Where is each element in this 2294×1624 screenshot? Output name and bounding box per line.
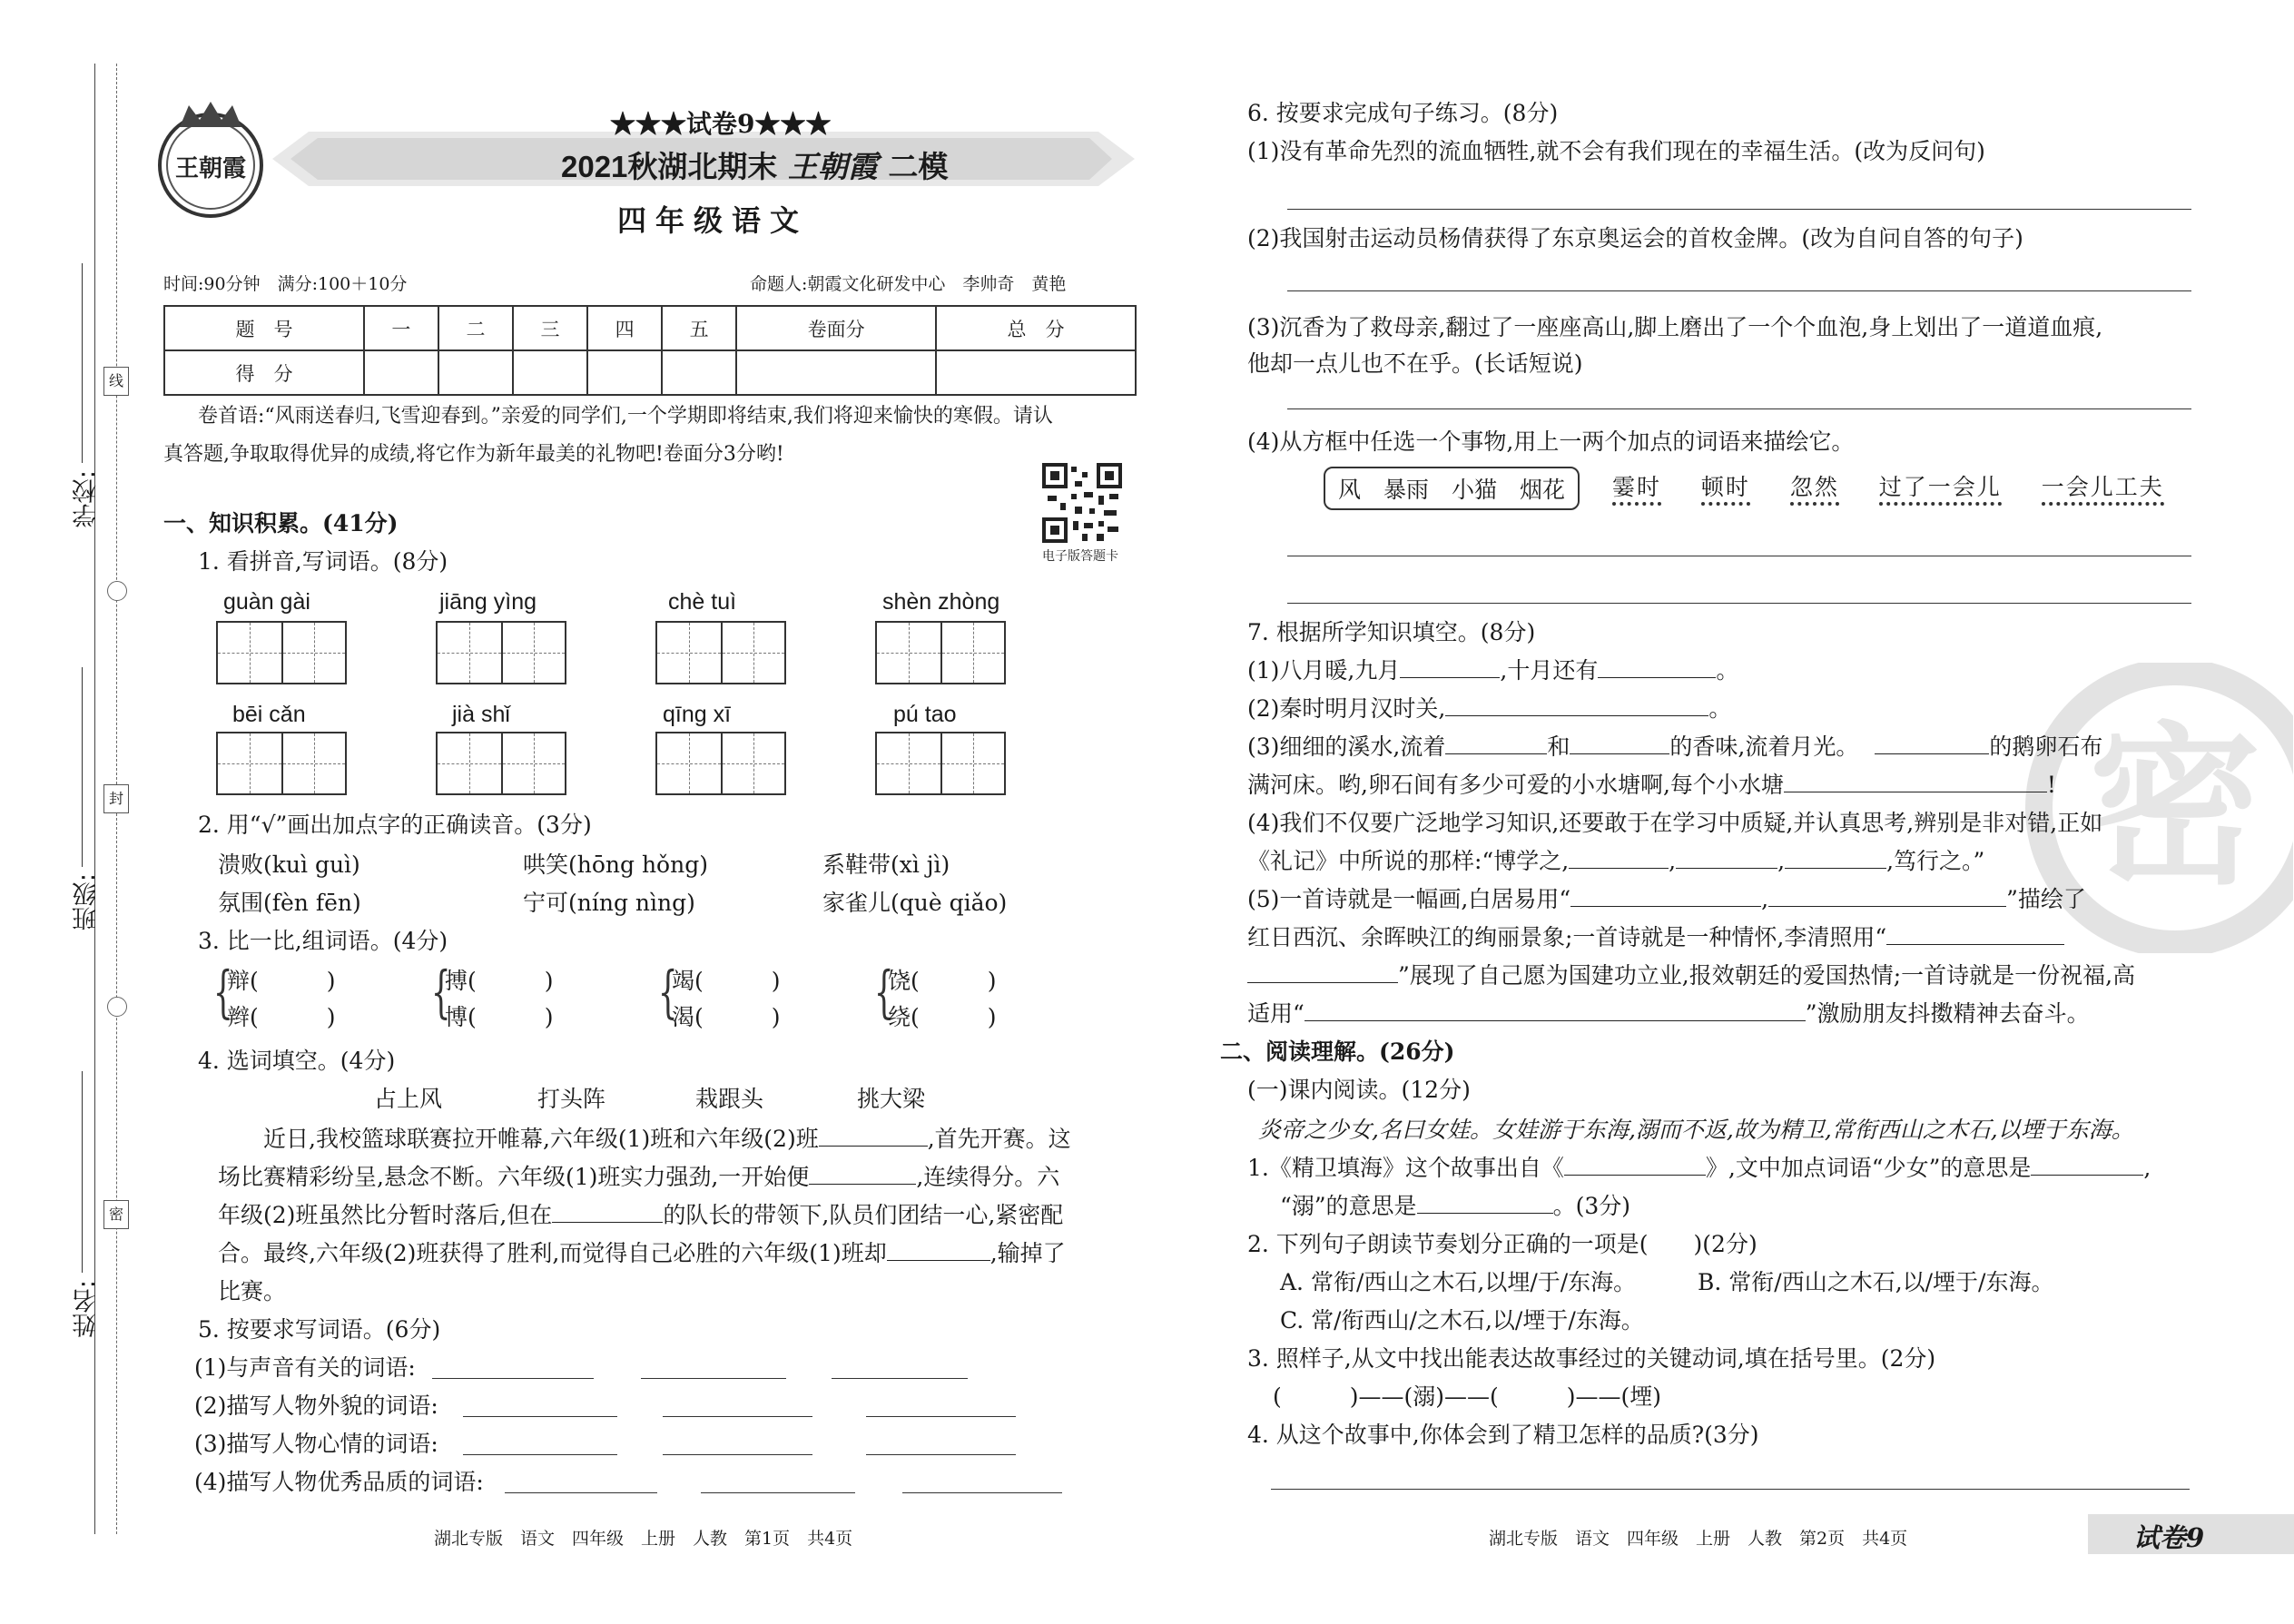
q7-text: 的香味,流着月光。 (1669, 733, 1859, 760)
name-label: 姓名: (73, 1280, 101, 1338)
brace-icon: { (873, 959, 894, 1025)
q4-text: 合。最终,六年级(2)班获得了胜利,而觉得自己必胜的六年级(1)班却 (218, 1240, 887, 1266)
answer-line[interactable] (866, 1416, 1016, 1417)
q4-passage-line: 比赛。 (218, 1278, 287, 1304)
q7-title: 7. 根据所学知识填空。(8分) (1247, 619, 1536, 645)
score-cell: 一 (364, 306, 438, 350)
q7-blank[interactable] (1445, 733, 1547, 754)
answer-line[interactable] (832, 1378, 968, 1379)
score-cell: 二 (438, 306, 513, 350)
s2-q2-option-b[interactable]: B. 常衔/西山之木石,以/堙于/东海。 (1698, 1269, 2054, 1295)
svg-text:王朝霞: 王朝霞 (174, 155, 247, 182)
s2-text: 。(3分) (1552, 1193, 1630, 1219)
answer-line[interactable] (1287, 209, 2191, 210)
score-table-header-row (164, 306, 1136, 350)
q7-blank[interactable] (1598, 657, 1716, 678)
q7-text: ”展现了自己愿为国建功立业,报效朝廷的爱国热情;一首诗就是一份祝福,高 (1398, 962, 2136, 989)
q7-line (1247, 655, 1738, 686)
q3-item[interactable]: 博( ) (445, 1004, 554, 1030)
q7-blank[interactable] (1875, 733, 1989, 754)
q7-text: 。 (1716, 657, 1739, 684)
q7-blank[interactable] (1400, 657, 1500, 678)
exam-title-main: 2021秋湖北期末 (561, 150, 778, 183)
q7-text: , (1761, 886, 1769, 912)
answer-line[interactable] (1287, 290, 2191, 291)
q2-title: 2. 用“√”画出加点字的正确读音。(3分) (198, 812, 592, 838)
answer-line[interactable] (1271, 1489, 2190, 1490)
q7-text: ,十月还有 (1500, 657, 1599, 684)
q4-option: 挑大梁 (857, 1086, 926, 1112)
answer-line[interactable] (866, 1454, 1016, 1455)
q7-blank[interactable] (1305, 1000, 1550, 1021)
q2-item[interactable]: 宁可(níng nìng) (523, 890, 695, 916)
score-cell: 题 号 (164, 306, 364, 350)
q5-item-label: (2)描写人物外貌的词语: (194, 1393, 438, 1419)
answer-line[interactable] (1287, 603, 2191, 604)
authors: 命题人:朝霞文化研发中心 李帅奇 黄艳 (750, 274, 1067, 294)
q7-text: ! (2046, 772, 2056, 798)
q2-item[interactable]: 家雀儿(què qiǎo) (822, 890, 1008, 916)
answer-line[interactable] (663, 1416, 812, 1417)
answer-line[interactable] (641, 1378, 786, 1379)
q4-blank[interactable] (552, 1202, 663, 1223)
dotted-word: 顿时 (1701, 474, 1750, 506)
qr-code-icon[interactable] (1042, 463, 1122, 543)
q3-item[interactable]: 搏( ) (445, 968, 554, 994)
q3-item[interactable]: 竭( ) (672, 968, 781, 994)
score-cell: 总 分 (936, 306, 1136, 350)
q7-line (1247, 694, 1731, 724)
q7-text: (3)细细的溪水,流着 (1247, 733, 1446, 760)
q7-line (1247, 999, 2090, 1029)
score-table-score-row (164, 350, 1136, 395)
q3-item[interactable]: 饶( ) (888, 968, 997, 994)
footer-right: 湖北专版 语文 四年级 上册 人教 第2页 共4页 (1489, 1529, 1908, 1549)
s2-blank[interactable] (1564, 1155, 1706, 1176)
cut-circle-icon (107, 581, 127, 601)
q4-option: 占上风 (374, 1086, 443, 1112)
answer-line[interactable] (663, 1454, 812, 1455)
q3-item[interactable]: 渴( ) (672, 1004, 781, 1030)
qr-caption: 电子版答题卡 (1042, 549, 1118, 564)
dotted-word: 过了一会儿 (1879, 474, 2002, 506)
q7-line (1247, 846, 1984, 877)
q4-blank[interactable] (809, 1164, 916, 1185)
answer-line[interactable] (1287, 408, 2191, 409)
q7-blank[interactable] (1445, 695, 1708, 716)
score-cell: 三 (513, 306, 587, 350)
q1-title: 1. 看拼音,写词语。(8分) (198, 548, 448, 575)
q7-line (1247, 922, 2064, 953)
q7-blank[interactable] (1785, 848, 1886, 869)
section1-title: 一、知识积累。(41分) (163, 510, 399, 536)
intro-line-2: 真答题,争取取得优异的成绩,将它作为新年最美的礼物吧!卷面分3分哟! (163, 443, 784, 466)
q4-text: 的队长的带领下,队员们团结一心,紧密配 (663, 1202, 1064, 1228)
q3-item[interactable]: 绕( ) (888, 1004, 997, 1030)
q7-text: 满河床。哟,卵石间有多少可爱的小水塘啊,每个小水塘 (1247, 772, 1784, 798)
q4-blank[interactable] (887, 1240, 990, 1261)
q4-text: ,首先开赛。这 (927, 1126, 1071, 1152)
score-table (163, 305, 1137, 396)
q7-blank[interactable] (1676, 848, 1777, 869)
s2-text: “溺”的意思是 (1280, 1193, 1417, 1219)
score-cell: 得 分 (164, 350, 364, 395)
pinyin-3: chè tuì (668, 589, 737, 615)
score-input-cell[interactable] (587, 350, 662, 395)
q7-blank[interactable] (1784, 772, 2047, 792)
s2-text: 》,文中加点词语“少女”的意思是 (1705, 1155, 2032, 1181)
q7-line: (4)我们不仅要广泛地学习知识,还要敢于在学习中质疑,并认真思考,辨别是非对错,正如 (1247, 810, 2103, 836)
intro-line-1: 卷首语:“风雨送春归,飞雪迎春到。”亲爱的同学们,一个学期即将结束,我们将迎来愉快的寒假。请认 (198, 405, 1053, 428)
q3-item[interactable]: 辫( ) (227, 1004, 336, 1030)
q4-text: ,连续得分。六 (916, 1164, 1060, 1190)
writing-grid[interactable] (216, 732, 347, 795)
q6-s1: (1)没有革命先烈的流血牺牲,就不会有我们现在的幸福生活。(改为反问句) (1247, 138, 1985, 164)
s2-blank[interactable] (2031, 1155, 2143, 1176)
exam-title-suffix: 二模 (888, 149, 949, 184)
section2-sub1: (一)课内阅读。(12分) (1247, 1077, 1471, 1103)
s2-text: 1.《精卫填海》这个故事出自《 (1247, 1155, 1564, 1181)
s2-text: , (2143, 1155, 2151, 1181)
score-cell: 卷面分 (736, 306, 936, 350)
cut-circle-icon (107, 997, 127, 1017)
brace-icon: { (212, 959, 233, 1025)
pinyin-8: pú tao (893, 702, 957, 727)
q7-text: ”激励朋友抖擞精神去奋斗。 (1805, 1000, 2090, 1027)
dotted-word: 霎时 (1612, 474, 1661, 506)
s2-q1-line (1247, 1153, 2151, 1184)
q7-blank[interactable] (1569, 848, 1669, 869)
section2-title: 二、阅读理解。(26分) (1220, 1038, 1455, 1065)
score-input-cell[interactable] (438, 350, 513, 395)
s2-q3-answer[interactable]: ( )——(溺)——( )——(堙) (1273, 1383, 1662, 1410)
q3-title: 3. 比一比,组词语。(4分) (198, 928, 448, 954)
q4-text: 场比赛精彩纷呈,悬念不断。六年级(1)班实力强劲,一开始便 (218, 1164, 810, 1190)
q7-text: ,笃行之。” (1886, 848, 1985, 874)
q7-line (1247, 770, 2056, 801)
q7-text: , (1777, 848, 1786, 874)
writing-grid[interactable] (436, 621, 566, 684)
q4-text: ,输掉了 (989, 1240, 1066, 1266)
q7-text: ”描绘了 (2006, 886, 2086, 912)
brace-icon: { (430, 959, 451, 1025)
brace-icon: { (657, 959, 678, 1025)
q7-blank[interactable] (1570, 733, 1669, 754)
q4-option: 打头阵 (537, 1086, 606, 1112)
score-input-cell[interactable] (936, 350, 1136, 395)
q7-line (1247, 884, 2086, 915)
q6-s3b: 他却一点儿也不在乎。(长话短说) (1247, 350, 1583, 377)
q7-blank[interactable] (1550, 1000, 1806, 1021)
school-label: 学校: (73, 470, 101, 528)
exam-title-brand: 王朝霞 (787, 149, 878, 184)
pinyin-6: jià shǐ (452, 702, 510, 727)
q7-text: , (1669, 848, 1677, 874)
q5-title: 5. 按要求写词语。(6分) (198, 1316, 441, 1343)
q7-text: 红日西沉、余晖映江的绚丽景象;一首诗就是一种情怀,李清照用“ (1247, 924, 1887, 950)
footer-left: 湖北专版 语文 四年级 上册 人教 第1页 共4页 (434, 1529, 853, 1549)
school-field[interactable] (82, 263, 83, 463)
score-input-cell[interactable] (736, 350, 936, 395)
writing-grid[interactable] (655, 621, 786, 684)
answer-line[interactable] (463, 1416, 617, 1417)
writing-grid[interactable] (216, 621, 347, 684)
q6-dotted-words (1612, 472, 2164, 503)
q6-s4: (4)从方框中任选一个事物,用上一两个加点的词语来描绘它。 (1247, 428, 1855, 455)
q4-passage-line (218, 1162, 1059, 1193)
writing-grid[interactable] (875, 621, 1006, 684)
exam-title (561, 143, 948, 186)
writing-grid[interactable] (655, 732, 786, 795)
q2-item[interactable]: 哄笑(hōng hǒng) (523, 851, 708, 878)
q4-text: 近日,我校篮球联赛拉开帷幕,六年级(1)班和六年级(2)班 (263, 1126, 819, 1152)
s2-q2-option-c[interactable]: C. 常/衔西山/之木石,以/堙于/东海。 (1280, 1307, 1644, 1334)
s2-q2: 2. 下列句子朗读节奏划分正确的一项是( )(2分) (1247, 1231, 1757, 1257)
answer-line[interactable] (701, 1492, 855, 1493)
q7-text: 和 (1547, 733, 1570, 760)
q4-passage-line (263, 1124, 1071, 1155)
q7-text: 。 (1708, 695, 1732, 722)
q5-item-label: (3)描写人物心情的词语: (194, 1431, 438, 1457)
answer-line[interactable] (463, 1454, 617, 1455)
q7-text: (1)八月暖,九月 (1247, 657, 1401, 684)
q6-word-box: 风 暴雨 小猫 烟花 (1324, 467, 1580, 510)
seal-mark-feng: 封 (103, 784, 129, 813)
class-field[interactable] (82, 667, 83, 867)
q7-text: 《礼记》中所说的那样:“博学之, (1247, 848, 1570, 874)
footer-tag-text: 试卷9 (2133, 1522, 2205, 1553)
time-info: 时间:90分钟 满分:100＋10分 (163, 274, 408, 294)
s2-blank[interactable] (1417, 1193, 1553, 1214)
score-input-cell[interactable] (513, 350, 587, 395)
s2-q1-line (1280, 1191, 1630, 1222)
q6-s2: (2)我国射击运动员杨倩获得了东京奥运会的首枚金牌。(改为自问自答的句子) (1247, 225, 2023, 251)
q5-item-label: (1)与声音有关的词语: (194, 1354, 416, 1381)
answer-line[interactable] (902, 1492, 1062, 1493)
q7-blank[interactable] (1247, 962, 1398, 983)
answer-line[interactable] (505, 1492, 657, 1493)
q7-text: 适用“ (1247, 1000, 1305, 1027)
q6-title: 6. 按要求完成句子练习。(8分) (1247, 100, 1559, 126)
answer-line[interactable] (432, 1378, 594, 1379)
score-input-cell[interactable] (662, 350, 736, 395)
brand-logo-icon (153, 100, 269, 227)
seal-mark-mi: 密 (103, 1200, 129, 1229)
s2-q2-option-a[interactable]: A. 常衔/西山之木石,以埋/于/东海。 (1280, 1269, 1637, 1295)
seal-mark-xian: 线 (103, 367, 129, 396)
q4-text: 年级(2)班虽然比分暂时落后,但在 (218, 1202, 553, 1228)
name-field[interactable] (82, 1071, 83, 1273)
q2-item[interactable]: 溃败(kuì guì) (218, 851, 360, 878)
q7-text: (5)一首诗就是一幅画,白居易用“ (1247, 886, 1571, 912)
paper-tag-footer (2088, 1514, 2294, 1554)
dotted-word: 忽然 (1790, 474, 1839, 506)
q4-title: 4. 选词填空。(4分) (198, 1048, 396, 1074)
pinyin-1: guàn gài (223, 589, 310, 615)
writing-grid[interactable] (436, 732, 566, 795)
q7-blank[interactable] (1570, 886, 1761, 907)
q7-text: 的鹅卵石布 (1989, 733, 2103, 760)
q7-blank[interactable] (1886, 924, 2064, 945)
q2-item[interactable]: 系鞋带(xì jì) (822, 851, 950, 878)
q2-item[interactable]: 氛围(fèn fēn) (218, 890, 361, 916)
score-cell: 五 (662, 306, 736, 350)
s2-q3: 3. 照样子,从文中找出能表达故事经过的关键动词,填在括号里。(2分) (1247, 1345, 1936, 1372)
pinyin-4: shèn zhòng (882, 589, 1000, 615)
q7-blank[interactable] (1768, 886, 2006, 907)
q4-option: 栽跟头 (695, 1086, 764, 1112)
subject-title: 四年级语文 (617, 203, 809, 238)
class-label: 班级: (73, 873, 101, 931)
q5-item-label: (4)描写人物优秀品质的词语: (194, 1469, 484, 1495)
q4-blank[interactable] (819, 1126, 928, 1147)
score-cell: 四 (587, 306, 662, 350)
pinyin-7: qīng xī (663, 702, 732, 727)
dotted-word: 一会儿工夫 (2042, 474, 2164, 506)
q4-passage-line (218, 1200, 1063, 1231)
q7-line (1247, 960, 2135, 991)
pinyin-2: jiāng yìng (439, 589, 537, 615)
q7-line (1247, 732, 2102, 763)
q7-text: (2)秦时明月汉时关, (1247, 695, 1446, 722)
s2-q4: 4. 从这个故事中,你体会到了精卫怎样的品质?(3分) (1247, 1422, 1759, 1448)
watermark-text: 密 (2088, 705, 2262, 908)
writing-grid[interactable] (875, 732, 1006, 795)
score-input-cell[interactable] (364, 350, 438, 395)
paper-tag: ★★★试卷9★★★ (610, 109, 832, 139)
q3-item[interactable]: 辩( ) (227, 968, 336, 994)
q6-s3a: (3)沉香为了救母亲,翻过了一座座高山,脚上磨出了一个个血泡,身上划出了一道道血痕, (1247, 314, 2103, 340)
classical-passage: 炎帝之少女,名曰女娃。女娃游于东海,溺而不返,故为精卫,常衔西山之木石,以堙于东海。 (1258, 1117, 2134, 1143)
pinyin-5: bēi cǎn (232, 702, 306, 727)
q4-passage-line (218, 1238, 1066, 1269)
